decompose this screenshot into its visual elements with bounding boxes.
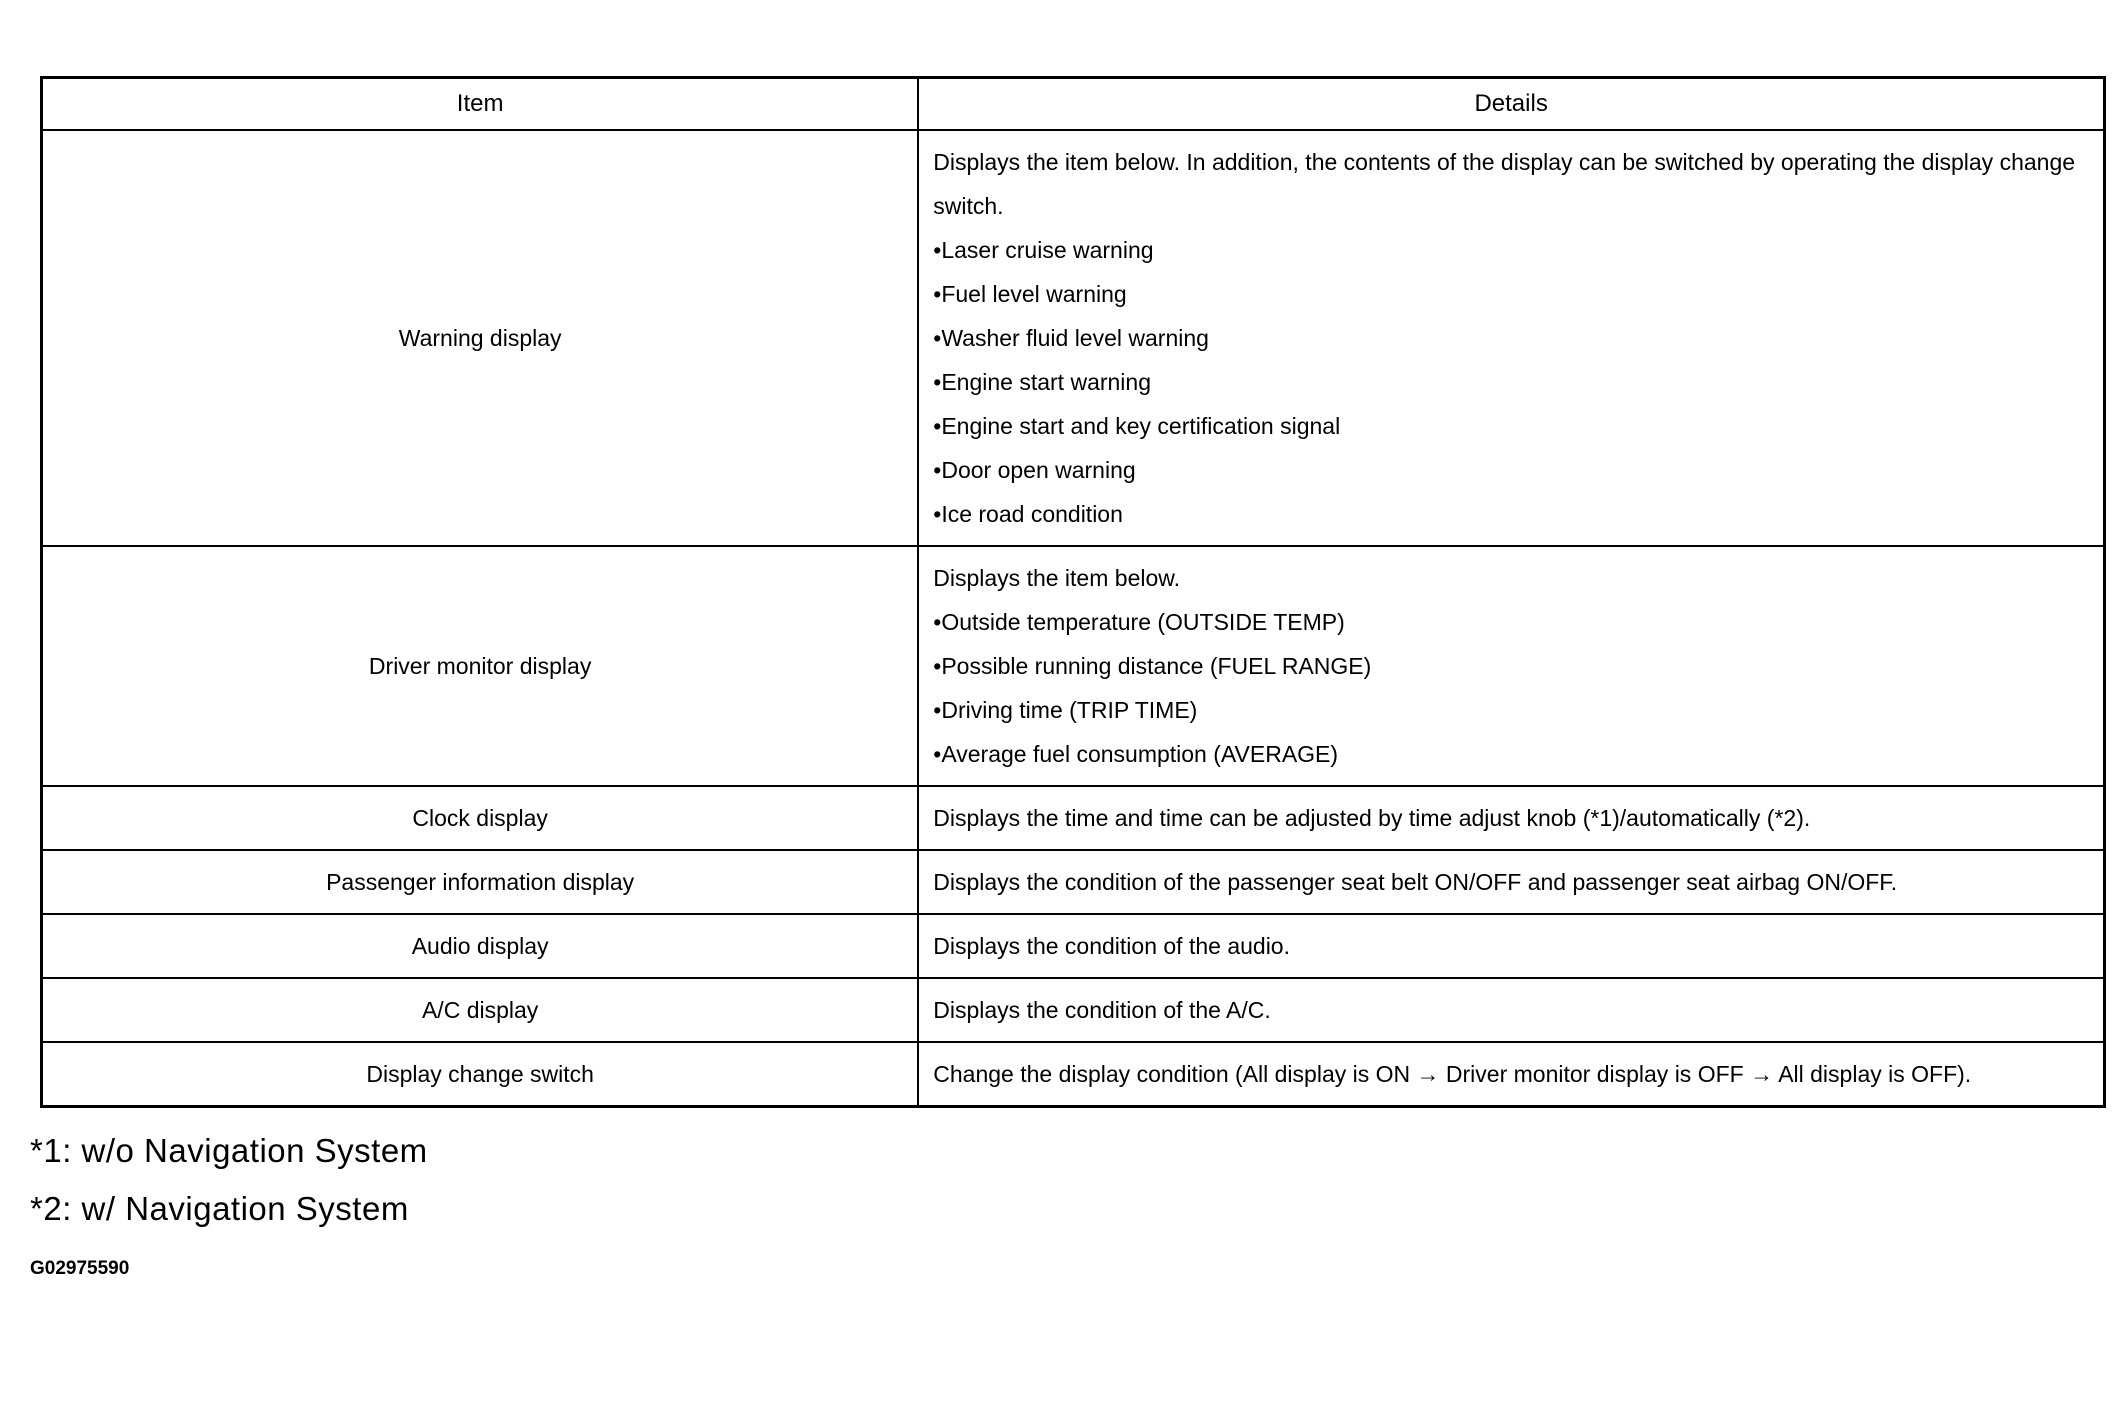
details-text: Displays the item below. In addition, the contents of the display can be switched by operating the display change switch. bbox=[933, 149, 2076, 219]
column-header-details: Details bbox=[918, 78, 2104, 131]
bullet-item: • Driving time (TRIP TIME) bbox=[933, 688, 2087, 732]
bullet-item: • Outside temperature (OUTSIDE TEMP) bbox=[933, 600, 2087, 644]
bullet-item: • Washer fluid level warning bbox=[933, 316, 2087, 360]
bullet-item: • Possible running distance (FUEL RANGE) bbox=[933, 644, 2087, 688]
bullet-item: • Door open warning bbox=[933, 448, 2087, 492]
table-row bbox=[42, 546, 2105, 786]
item-cell: Passenger information display bbox=[42, 850, 919, 914]
details-text: Displays the time and time can be adjusted by time adjust knob (*1)/automatically (*2). bbox=[933, 805, 1811, 831]
item-cell: Clock display bbox=[42, 786, 919, 850]
details-cell bbox=[918, 1042, 2104, 1107]
table-row bbox=[42, 914, 2105, 978]
details-cell bbox=[918, 786, 2104, 850]
details-text: Displays the condition of the passenger seat belt ON/OFF and passenger seat airbag ON/OFF. bbox=[933, 869, 1898, 895]
details-cell bbox=[918, 130, 2104, 546]
details-cell bbox=[918, 850, 2104, 914]
table-row bbox=[42, 786, 2105, 850]
bullet-item: • Fuel level warning bbox=[933, 272, 2087, 316]
bullet-item: • Engine start and key certification signal bbox=[933, 404, 2087, 448]
item-cell: Audio display bbox=[42, 914, 919, 978]
details-text: Displays the item below. bbox=[933, 565, 1180, 591]
bullet-item: • Laser cruise warning bbox=[933, 228, 2087, 272]
details-cell bbox=[918, 546, 2104, 786]
column-header-item: Item bbox=[42, 78, 919, 131]
bullet-item: • Engine start warning bbox=[933, 360, 2087, 404]
table-row bbox=[42, 1042, 2105, 1107]
item-cell: Driver monitor display bbox=[42, 546, 919, 786]
header-row bbox=[42, 78, 2105, 131]
item-cell: Display change switch bbox=[42, 1042, 919, 1107]
bullet-item: • Ice road condition bbox=[933, 492, 2087, 536]
item-cell: Warning display bbox=[42, 130, 919, 546]
figure-id: G02975590 bbox=[30, 1258, 130, 1279]
table-row bbox=[42, 130, 2105, 546]
details-text: Displays the condition of the audio. bbox=[933, 933, 1290, 959]
footnotes bbox=[30, 1122, 2106, 1238]
footnote-2: *2: w/ Navigation System bbox=[30, 1190, 409, 1227]
table-row bbox=[42, 850, 2105, 914]
item-cell: A/C display bbox=[42, 978, 919, 1042]
details-text: Change the display condition (All display is ON → Driver monitor display is OFF → All display is OFF). bbox=[933, 1061, 1972, 1087]
details-cell bbox=[918, 914, 2104, 978]
document-page bbox=[30, 76, 2106, 1280]
footnote-1: *1: w/o Navigation System bbox=[30, 1132, 428, 1169]
info-table bbox=[40, 76, 2106, 1108]
table-body bbox=[42, 130, 2105, 1107]
details-cell bbox=[918, 978, 2104, 1042]
details-text: Displays the condition of the A/C. bbox=[933, 997, 1271, 1023]
table-row bbox=[42, 978, 2105, 1042]
bullet-item: • Average fuel consumption (AVERAGE) bbox=[933, 732, 2087, 776]
